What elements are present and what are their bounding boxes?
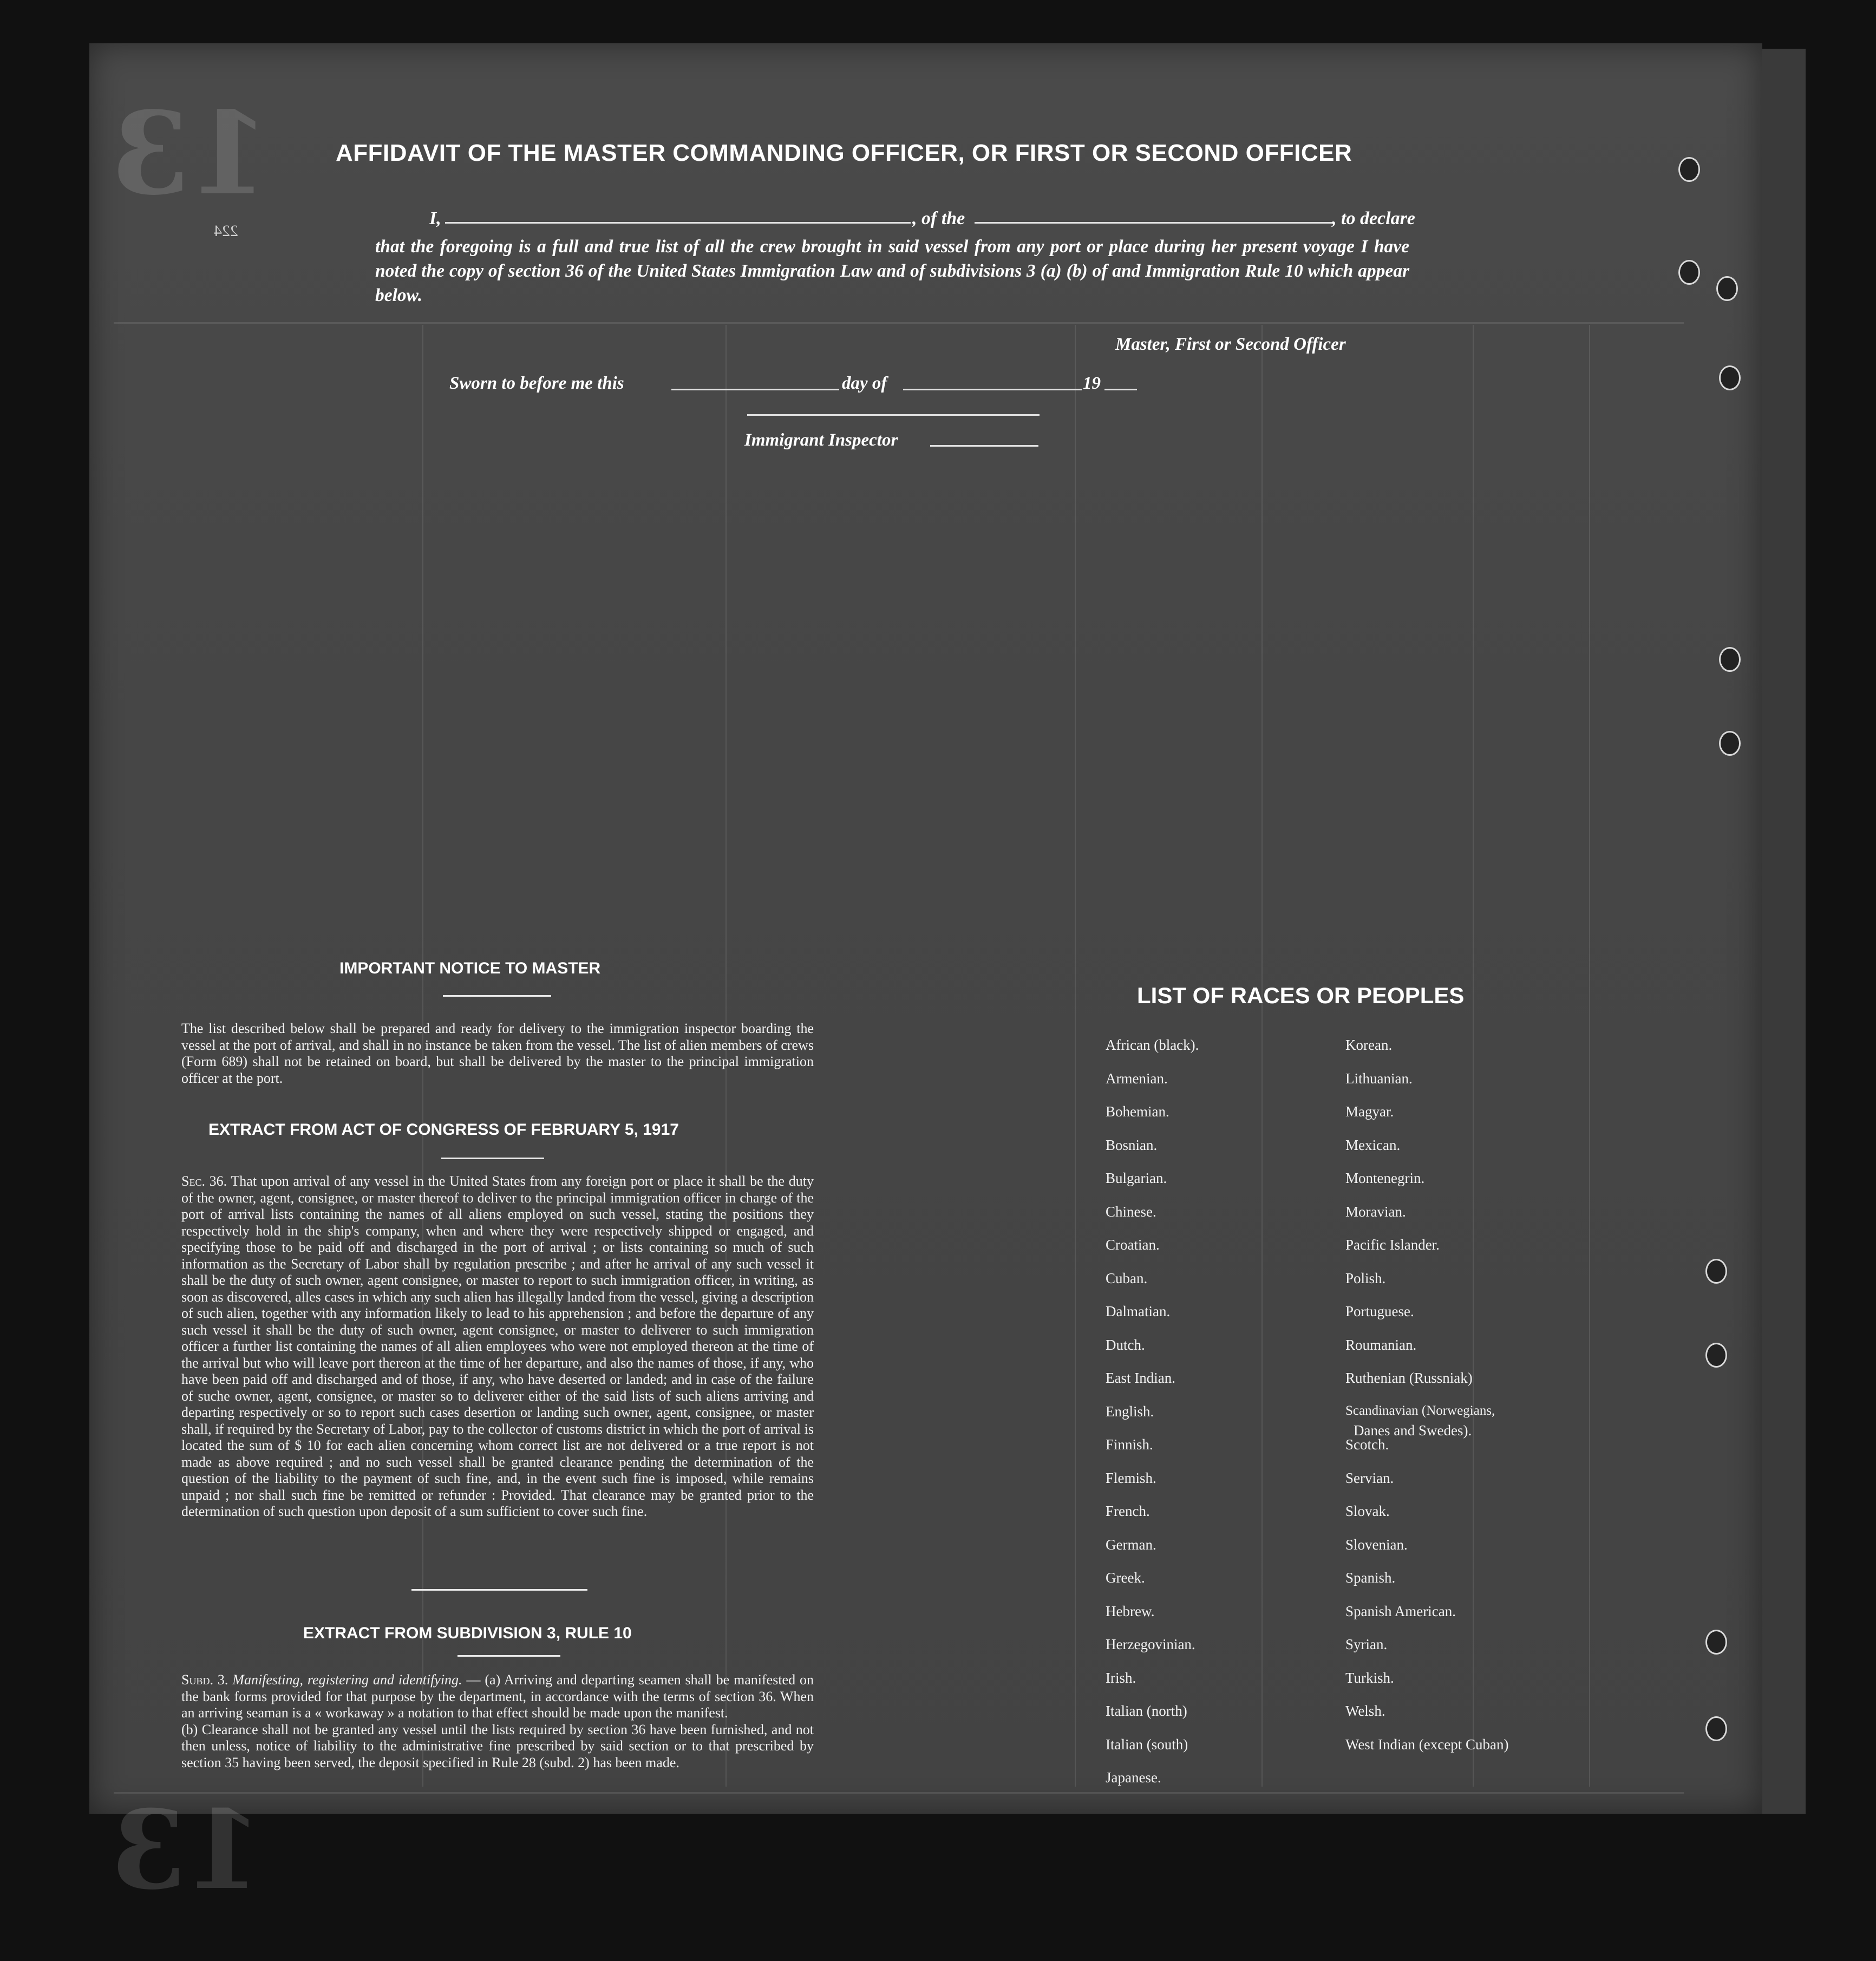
race-item: Korean.	[1345, 1037, 1393, 1053]
bleed-through-column-4	[1589, 325, 1590, 1787]
affidavit-line1-end: , to declare	[1332, 208, 1415, 228]
affidavit-title: AFFIDAVIT OF THE MASTER COMMANDING OFFICER, OR FIRST OR SECOND OFFICER	[336, 140, 1352, 166]
sworn-year-prefix: 19	[1083, 374, 1101, 393]
act-section-36	[181, 1173, 814, 1520]
act-heading-rule	[441, 1158, 544, 1159]
rule-subdivision-text	[181, 1672, 814, 1771]
bleed-through-column-1	[1075, 325, 1076, 1787]
race-item: Spanish.	[1345, 1570, 1396, 1586]
binder-hole	[1705, 1716, 1727, 1741]
race-item: Pacific Islander.	[1345, 1237, 1440, 1253]
notice-heading-rule	[443, 995, 551, 997]
subd-label: Subd. 3.	[181, 1672, 228, 1688]
race-item: Roumanian.	[1345, 1336, 1417, 1353]
binder-hole	[1719, 647, 1741, 672]
race-item: West Indian (except Cuban)	[1345, 1736, 1509, 1753]
sworn-year-field[interactable]	[1104, 389, 1137, 390]
race-item: Japanese.	[1106, 1769, 1161, 1786]
margin-number: 224	[214, 222, 238, 240]
bleed-through-header-rule	[114, 322, 1684, 324]
subd-text-b: (b) Clearance shall not be granted any vessel until the lists required by section 36 have been furnished, and not then unless, notice of liability to the administrative fine prescribed by said section or to that prescribed by section 35 having been served, the deposit specified in Rule 28 (subd. 2) has been made.	[181, 1721, 814, 1770]
binder-hole	[1705, 1259, 1727, 1284]
sec-label: Sec. 36.	[181, 1173, 227, 1189]
inspector-signature-field[interactable]	[747, 414, 1040, 416]
race-item: Mexican.	[1345, 1136, 1401, 1153]
race-item: Dalmatian.	[1106, 1303, 1171, 1319]
declarant-name-field[interactable]	[445, 222, 911, 224]
vessel-name-field[interactable]	[975, 222, 1332, 224]
signature-label: Master, First or Second Officer	[1115, 335, 1346, 354]
races-heading: LIST OF RACES OR PEOPLES	[1137, 983, 1465, 1008]
document-page	[89, 43, 1762, 1814]
race-item: African (black).	[1106, 1037, 1199, 1053]
race-item: Bosnian.	[1106, 1136, 1158, 1153]
sworn-month-field[interactable]	[903, 389, 1082, 390]
race-item: Greek.	[1106, 1570, 1145, 1586]
bleed-through-column-2	[1261, 325, 1263, 1787]
binder-hole	[1678, 260, 1700, 285]
inspector-label: Immigrant Inspector	[744, 430, 898, 450]
race-item: Lithuanian.	[1345, 1070, 1413, 1087]
race-item: German.	[1106, 1536, 1156, 1553]
race-item: Servian.	[1345, 1469, 1394, 1486]
sec-36-text: That upon arrival of any vessel in the United States from any foreign port or place it shall be the duty of the owner, agent, consignee, or master thereof to deliver to the principal immigration officer in charge of the port of arrival lists containing the names of all aliens employed on such vessel, stating the positions they respectively hold in the ship's company, when and where they were respectively shipped or engaged, and specifying those to be paid off and discharged in the port of arrival ; or lists containing so much of such information as the Secretary of Labor shall by regulation prescribe ; and after he arrival of any such vessel it shall be the duty of such owner, agent consignee, or master to report to such immigration officer, in writing, as soon as discovered, alles cases in which any such alien has illegally landed from the vessel, giving a description of such alien, together with any information likely to lead to his apprehension ; and before the departure of any such vessel it shall be the duty of such owner, agent consignee, or master to deliverer to such immigration officer a further list containing the names of all alien employees who were not employed thereon at the time of the arrival but who will leave port thereon at the time of her departure, and also the names of those, if any, who have been paid off and discharged and of those, if any, who have deserted or landed; and in case of the failure of suche owner, agent, consignee, or master so to deliverer either of the said lists of such aliens arriving and departing respectively or so to report such cases desertion or landing such owner, agent, consignee, or master shall, if required by the Secretary of Labor, pay to the collector of customs district in which the port of arrival is located the sum of $ 10 for each alien concerning whom correct list are not delivered or a true report is not made as above required ; and no such vessel shall be granted clearance pending the determination of the question of the liability to the payment of such fine, and, in the event such fine is imposed, while remains unpaid ; nor shall such fine be remitted or refunder : Provided. That clearance may be granted prior to the determination of such question upon deposit of a sum sufficient to cover such fine.	[181, 1173, 814, 1519]
notice-text: The list described below shall be prepared and ready for delivery to the immigration inspector boarding the vessel at the port of arrival, and shall in no instance be taken from the vessel. The list of alien members of crews (Form 689) shall not be retained on board, but shall be delivered by the master to the principal immigration officer at the port.	[181, 1021, 814, 1086]
race-item: Armenian.	[1106, 1070, 1168, 1087]
race-item: Croatian.	[1106, 1237, 1160, 1253]
page-edge-strip	[1760, 49, 1806, 1814]
race-item: English.	[1106, 1403, 1154, 1420]
race-item: Montenegrin.	[1345, 1170, 1425, 1186]
sworn-date-field[interactable]	[671, 389, 839, 390]
affidavit-body: that the foregoing is a full and true list of all the crew brought in said vessel from any port or place during her present voyage I have noted the copy of section 36 of the United States Immigration Law and of subdivisions 3 (a) (b) of and Immigration Rule 10 which appear below.	[375, 237, 1409, 305]
race-item: Scandinavian (Norwegians,	[1345, 1403, 1495, 1418]
race-item: Finnish.	[1106, 1436, 1153, 1453]
rule-heading-rule	[457, 1655, 560, 1657]
race-item: Slovenian.	[1345, 1536, 1408, 1553]
act-extract-heading: EXTRACT FROM ACT OF CONGRESS OF FEBRUARY 5, 1917	[208, 1121, 679, 1139]
bleed-through-page-number: 13	[111, 87, 270, 220]
race-item: Chinese.	[1106, 1203, 1156, 1220]
race-item: Polish.	[1345, 1270, 1386, 1286]
affidavit-line1-start: I,	[429, 208, 441, 228]
race-item: Slovak.	[1345, 1503, 1390, 1519]
race-item: Cuban.	[1106, 1270, 1148, 1286]
race-item: Bohemian.	[1106, 1103, 1169, 1120]
rule-extract-heading: EXTRACT FROM SUBDIVISION 3, RULE 10	[303, 1624, 632, 1642]
race-item: Herzegovinian.	[1106, 1636, 1195, 1652]
race-item: Italian (north)	[1106, 1703, 1187, 1719]
bleed-through-footer-rule	[114, 1792, 1684, 1794]
binder-hole	[1705, 1630, 1727, 1655]
race-item: Irish.	[1106, 1669, 1136, 1686]
race-item: French.	[1106, 1503, 1150, 1519]
race-right-continuation: Danes and Swedes).	[1354, 1422, 1472, 1439]
sworn-prefix: Sworn to before me this	[449, 374, 624, 393]
act-text-end-rule	[411, 1589, 587, 1591]
binder-hole	[1705, 1343, 1727, 1368]
subd-title: Manifesting, registering and identifying.	[232, 1672, 462, 1688]
binder-hole	[1678, 157, 1700, 182]
race-item: Portuguese.	[1345, 1303, 1414, 1319]
race-item: Moravian.	[1345, 1203, 1406, 1220]
sworn-day-of: day of	[842, 374, 887, 393]
race-item: Dutch.	[1106, 1336, 1145, 1353]
race-item: Welsh.	[1345, 1703, 1385, 1719]
race-item: Syrian.	[1345, 1636, 1388, 1652]
race-item: Flemish.	[1106, 1469, 1156, 1486]
affidavit-line1-mid: , of the	[912, 208, 965, 228]
race-item: Bulgarian.	[1106, 1170, 1167, 1186]
race-item: Italian (south)	[1106, 1736, 1188, 1753]
race-item: Turkish.	[1345, 1669, 1394, 1686]
race-item: East Indian.	[1106, 1370, 1175, 1386]
race-item: Scotch.	[1345, 1436, 1389, 1453]
race-item: Magyar.	[1345, 1103, 1394, 1120]
race-item: Hebrew.	[1106, 1603, 1155, 1619]
race-item: Ruthenian (Russniak)	[1345, 1370, 1473, 1386]
binder-hole	[1719, 731, 1741, 756]
subd-text-a: — (a) Arriving and departing seamen shall be manifested on the bank forms provided for that purpose by the department, in accordance with the terms of section 36. When an arriving seaman is a « workaway » a notation to that effect should be made upon the manifest.	[181, 1672, 814, 1721]
binder-hole	[1719, 365, 1741, 390]
binder-hole	[1716, 276, 1738, 301]
bleed-through-page-number-bottom: 13	[111, 1787, 262, 1914]
race-item: Spanish American.	[1345, 1603, 1456, 1619]
notice-heading: IMPORTANT NOTICE TO MASTER	[339, 959, 601, 977]
inspector-name-field[interactable]	[930, 445, 1038, 447]
bleed-through-column-3	[1473, 325, 1474, 1787]
